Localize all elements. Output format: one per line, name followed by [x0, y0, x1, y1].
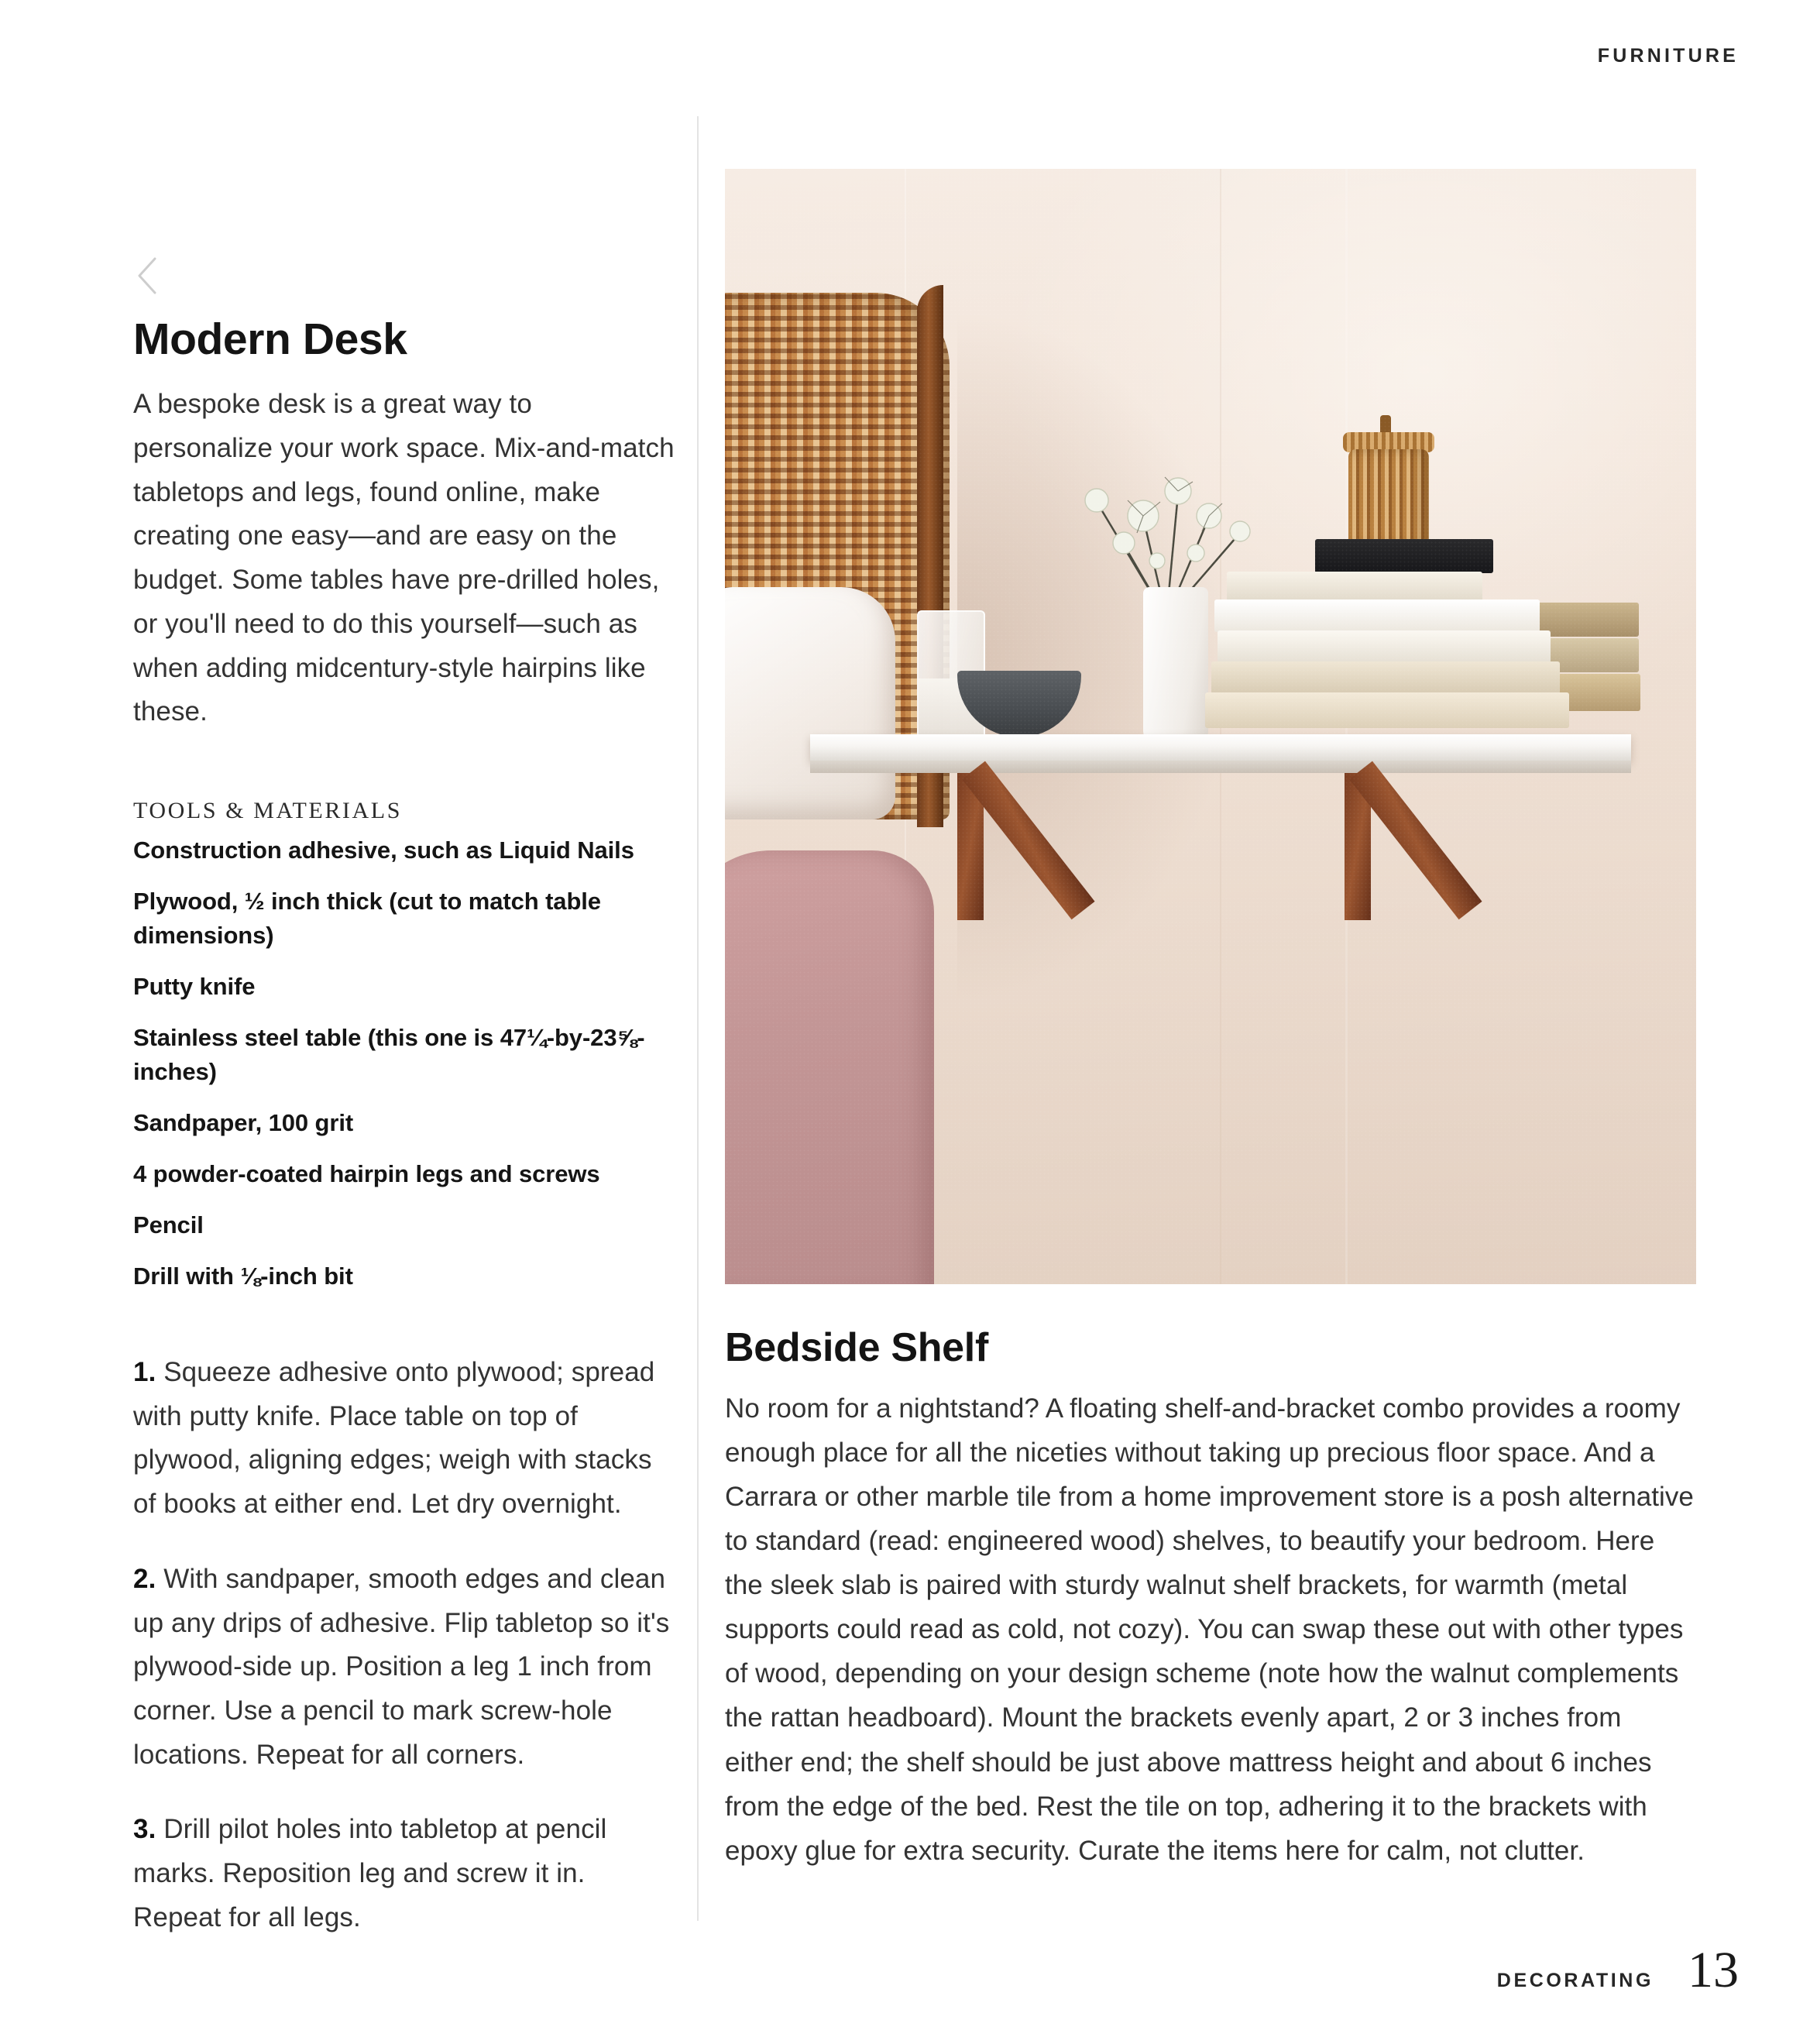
- step-text: With sandpaper, smooth edges and clean up any drips of adhesive. Flip tabletop so it's plywood-side up. Position a leg 1 inch from corner. Use a pencil to mark screw-hole locations. Repeat for all corners.: [133, 1563, 670, 1770]
- footer-section-label: DECORATING: [1496, 1969, 1654, 1991]
- pillow: [725, 587, 895, 819]
- step-text: Drill pilot holes into tabletop at pencil marks. Reposition leg and screw it in. Repeat for all legs.: [133, 1814, 607, 1932]
- column-divider: [697, 116, 699, 1921]
- step-number: 3.: [133, 1814, 156, 1845]
- material-item: Sandpaper, 100 grit: [133, 1109, 354, 1136]
- material-item: Construction adhesive, such as Liquid Nails: [133, 836, 634, 864]
- step-item: [133, 1808, 675, 1939]
- step-number: 1.: [133, 1357, 156, 1388]
- intro-paragraph: A bespoke desk is a great way to personalize your work space. Mix-and-match tabletops and legs, found online, make creating one easy—and are easy on the budget. Some tables have pre-drilled holes, or you'll need to do this yourself—such as when adding midcentury-style hairpins like these.: [133, 389, 675, 727]
- material-item: Plywood, ½ inch thick (cut to match table dimensions): [133, 887, 601, 949]
- marble-shelf: [810, 734, 1631, 761]
- walnut-bracket: [957, 773, 1097, 920]
- book-stack-item: [1227, 572, 1482, 601]
- left-column: [133, 256, 675, 1939]
- white-vase: [1143, 587, 1208, 742]
- body-paragraph: No room for a nightstand? A floating shelf-and-bracket combo provides a roomy enough place for all the niceties without taking up precious floor space. And a Carrara or other marble tile from a home improvement store is a posh alternative to standard (read: engineered wood) shelves, to beautify your bedroom. Here the sleek slab is paired with sturdy walnut shelf brackets, for warmth (metal supports could read as cold, not cozy). You can swap these out with other types of wood, depending on your design scheme (note how the walnut complements the rattan headboard). Mount the brackets evenly apart, 2 or 3 inches from either end; the shelf should be just above mattress height and about 6 inches from the edge of the bed. Rest the tile on top, adhering it to the brackets with epoxy glue for extra security. Curate the items here for calm, not clutter.: [725, 1393, 1694, 1866]
- page-footer: [1496, 1941, 1739, 1998]
- bedside-shelf-photo: [725, 169, 1696, 1284]
- section-title: Bedside Shelf: [725, 1325, 988, 1370]
- marble-shelf-edge: [810, 761, 1631, 773]
- bed-blanket: [725, 850, 934, 1284]
- page-number: 13: [1688, 1941, 1739, 1998]
- running-head: FURNITURE: [1597, 45, 1739, 67]
- page-title: Modern Desk: [133, 314, 407, 364]
- walnut-bracket: [1345, 773, 1484, 920]
- book-dark: [1315, 539, 1493, 573]
- chevron-left-icon: [133, 256, 164, 296]
- step-number: 2.: [133, 1563, 156, 1594]
- material-item: Pencil: [133, 1211, 204, 1239]
- book-stack-item: [1211, 661, 1560, 694]
- step-text: Squeeze adhesive onto plywood; spread with putty knife. Place table on top of plywood, aligning edges; weigh with stacks of books at either end. Let dry overnight.: [133, 1357, 655, 1520]
- material-item: Drill with ⅛-inch bit: [133, 1262, 353, 1290]
- material-item: 4 powder-coated hairpin legs and screws: [133, 1160, 600, 1188]
- book-stack-item: [1205, 692, 1569, 728]
- book-stack-item: [1218, 630, 1551, 663]
- right-column: [725, 169, 1696, 1873]
- step-item: [133, 1558, 675, 1777]
- book-stack-item: [1214, 599, 1540, 632]
- rattan-jar: [1348, 449, 1429, 548]
- instruction-steps: [133, 1351, 675, 1939]
- step-item: [133, 1351, 675, 1527]
- materials-list: [133, 833, 675, 1293]
- material-item: Stainless steel table (this one is 47¼-by-23⅝-inches): [133, 1023, 645, 1085]
- material-item: Putty knife: [133, 972, 256, 1000]
- tools-materials-label: TOOLS & MATERIALS: [133, 797, 402, 823]
